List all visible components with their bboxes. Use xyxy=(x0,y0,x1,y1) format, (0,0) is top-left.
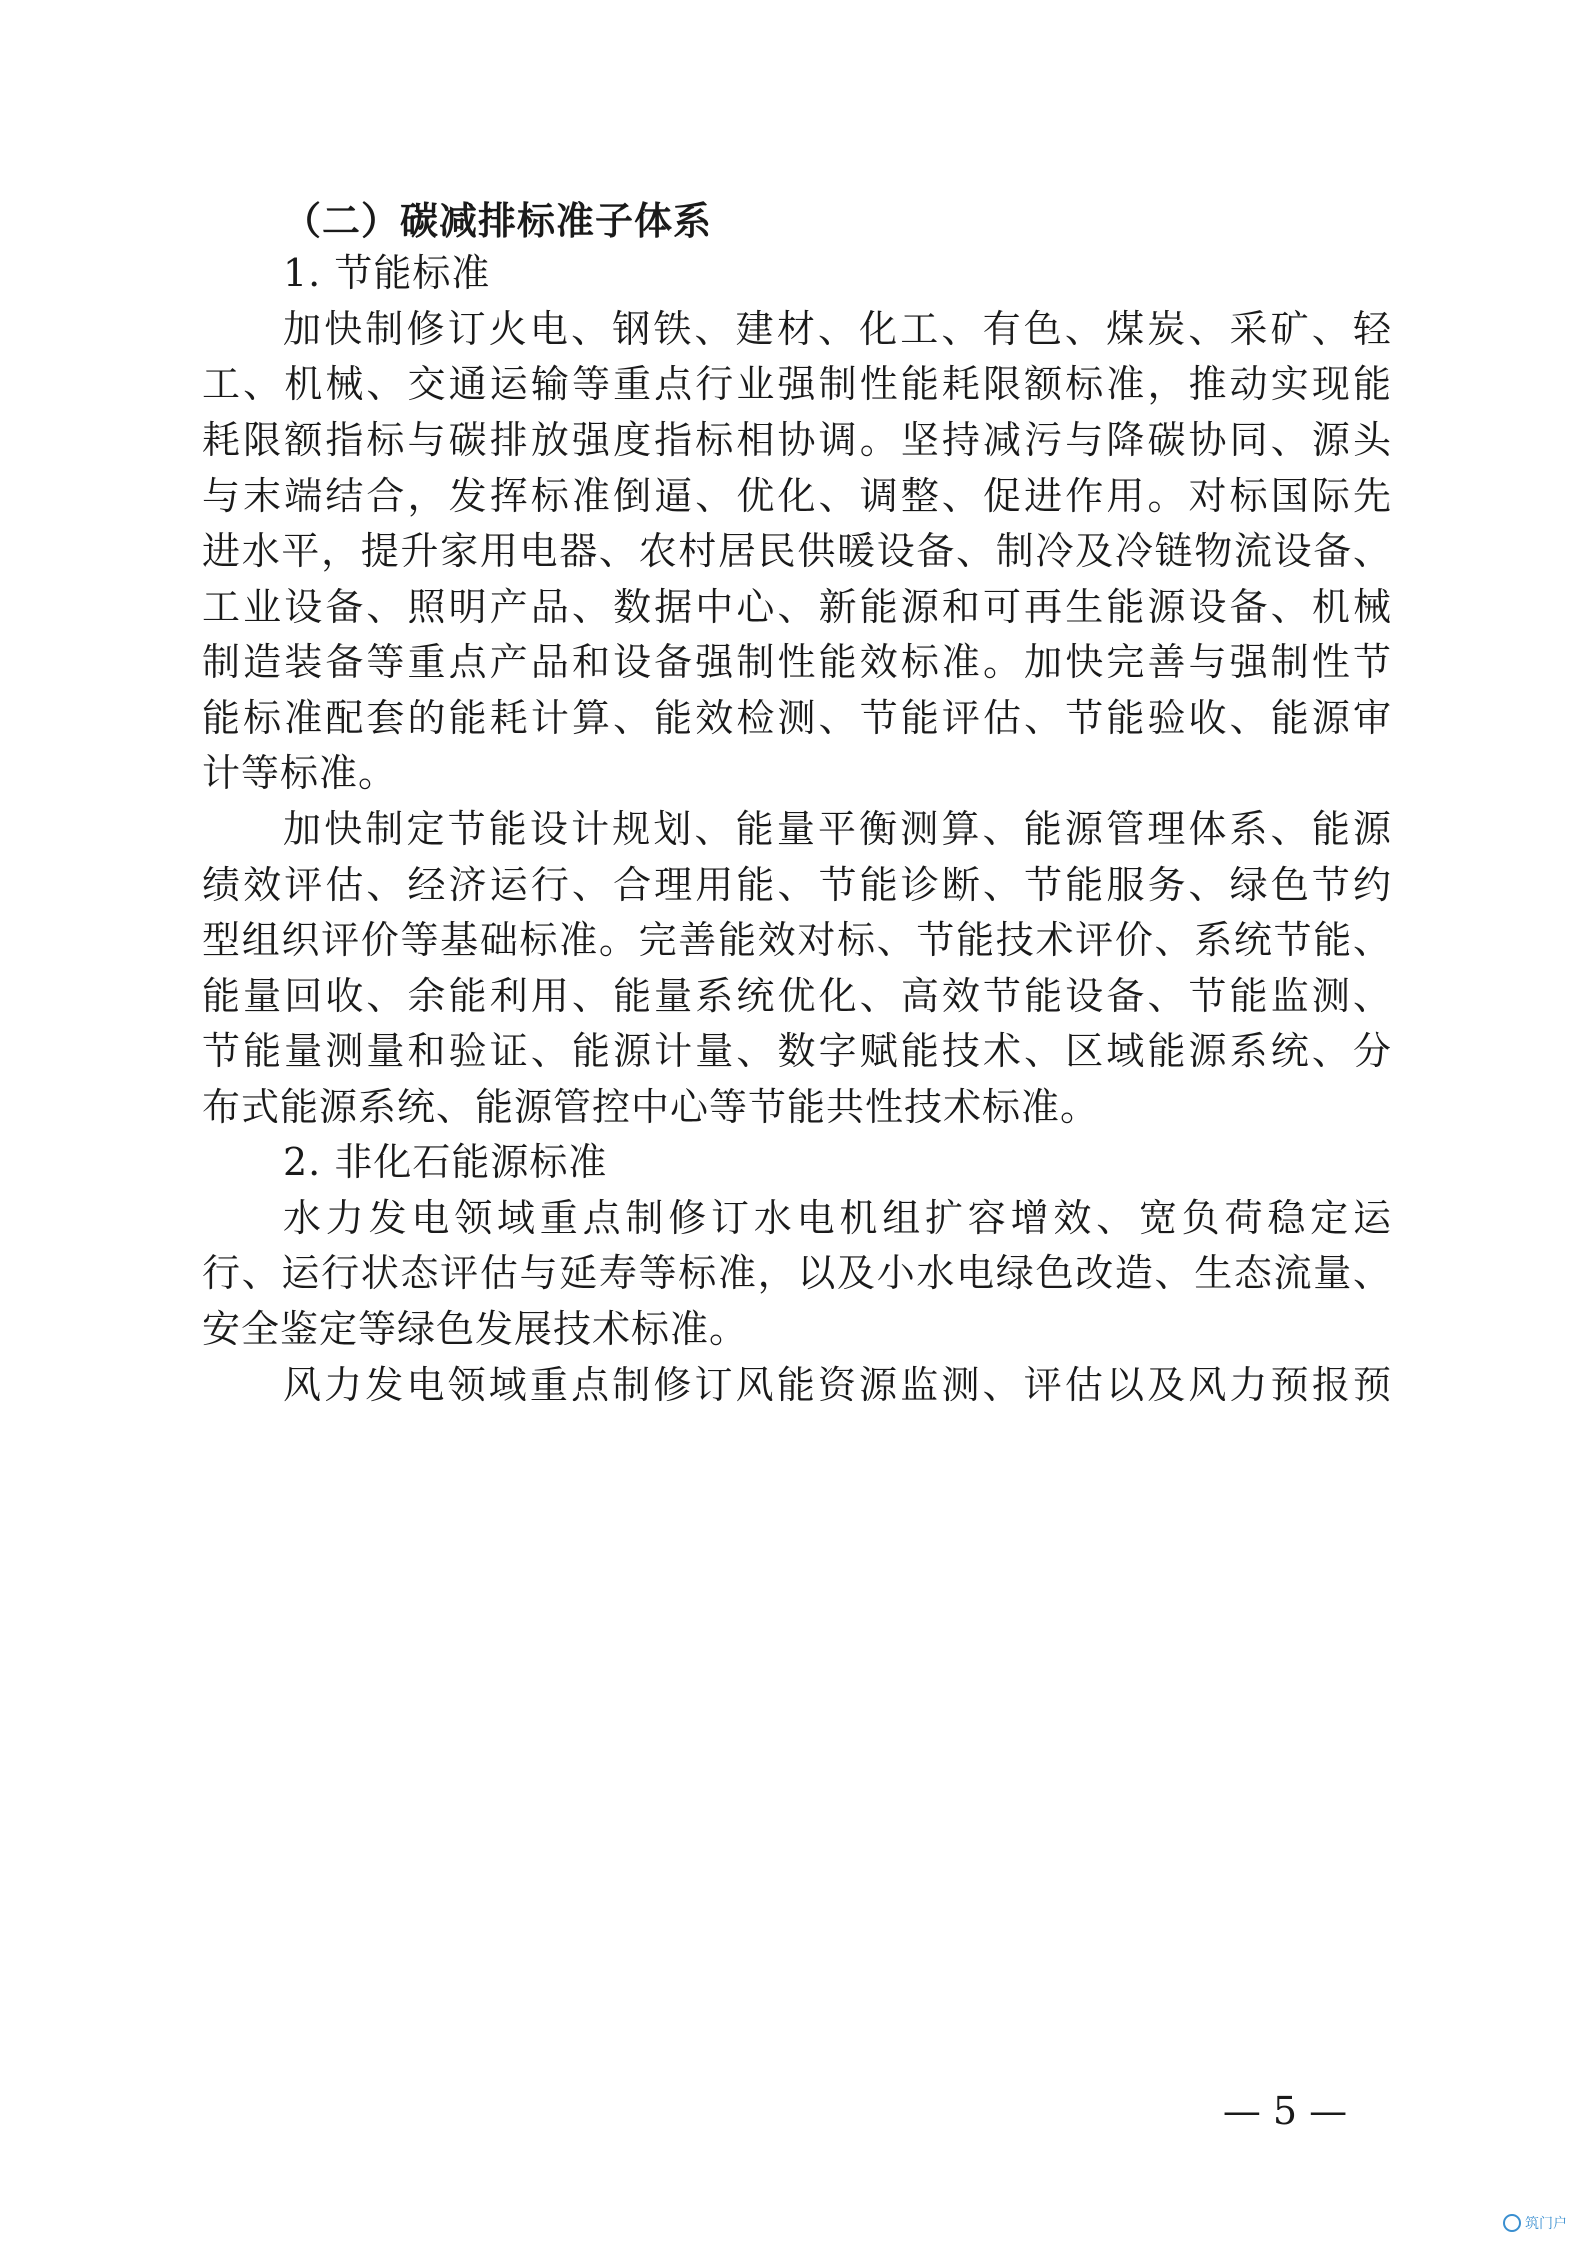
paragraph-line: 能量回收、余能利用、能量系统优化、高效节能设备、节能监测、 xyxy=(202,974,1392,1018)
paragraph-line: 耗限额指标与碳排放强度指标相协调。坚持减污与降碳协同、源头 xyxy=(202,418,1392,462)
paragraph-line: 水力发电领域重点制修订水电机组扩容增效、宽负荷稳定运 xyxy=(283,1196,1392,1240)
paragraph-line: 布式能源系统、能源管控中心等节能共性技术标准。 xyxy=(202,1085,1100,1129)
paragraph-line: 工业设备、照明产品、数据中心、新能源和可再生能源设备、机械 xyxy=(202,585,1392,629)
watermark-text: 筑门户 xyxy=(1525,2216,1567,2232)
paragraph-line: 制造装备等重点产品和设备强制性能效标准。加快完善与强制性节 xyxy=(202,640,1392,684)
paragraph-line: 能标准配套的能耗计算、能效检测、节能评估、节能验收、能源审 xyxy=(202,696,1392,740)
paragraph-line: 加快制定节能设计规划、能量平衡测算、能源管理体系、能源 xyxy=(283,807,1392,851)
paragraph-line: 行、运行状态评估与延寿等标准，以及小水电绿色改造、生态流量、 xyxy=(202,1251,1392,1295)
section-heading: （二）碳减排标准子体系 xyxy=(283,199,713,243)
paragraph-line: 与末端结合，发挥标准倒逼、优化、调整、促进作用。对标国际先 xyxy=(202,474,1392,518)
subsection-heading: 1. 节能标准 xyxy=(283,251,491,295)
paragraph-line: 风力发电领域重点制修订风能资源监测、评估以及风力预报预 xyxy=(283,1363,1392,1407)
paragraph-line: 加快制修订火电、钢铁、建材、化工、有色、煤炭、采矿、轻 xyxy=(283,307,1392,351)
paragraph-line: 进水平，提升家用电器、农村居民供暖设备、制冷及冷链物流设备、 xyxy=(202,529,1392,573)
page-number: — 5 — xyxy=(1222,2089,1348,2133)
paragraph-line: 型组织评价等基础标准。完善能效对标、节能技术评价、系统节能、 xyxy=(202,918,1392,962)
watermark-logo-icon xyxy=(1503,2214,1521,2232)
paragraph-line: 绩效评估、经济运行、合理用能、节能诊断、节能服务、绿色节约 xyxy=(202,863,1392,907)
paragraph-line: 安全鉴定等绿色发展技术标准。 xyxy=(202,1307,749,1351)
watermark-logo xyxy=(1503,2212,1583,2234)
paragraph-line: 工、机械、交通运输等重点行业强制性能耗限额标准，推动实现能 xyxy=(202,362,1392,406)
paragraph-line: 计等标准。 xyxy=(202,751,398,795)
subsection-heading: 2. 非化石能源标准 xyxy=(283,1140,608,1184)
paragraph-line: 节能量测量和验证、能源计量、数字赋能技术、区域能源系统、分 xyxy=(202,1029,1392,1073)
